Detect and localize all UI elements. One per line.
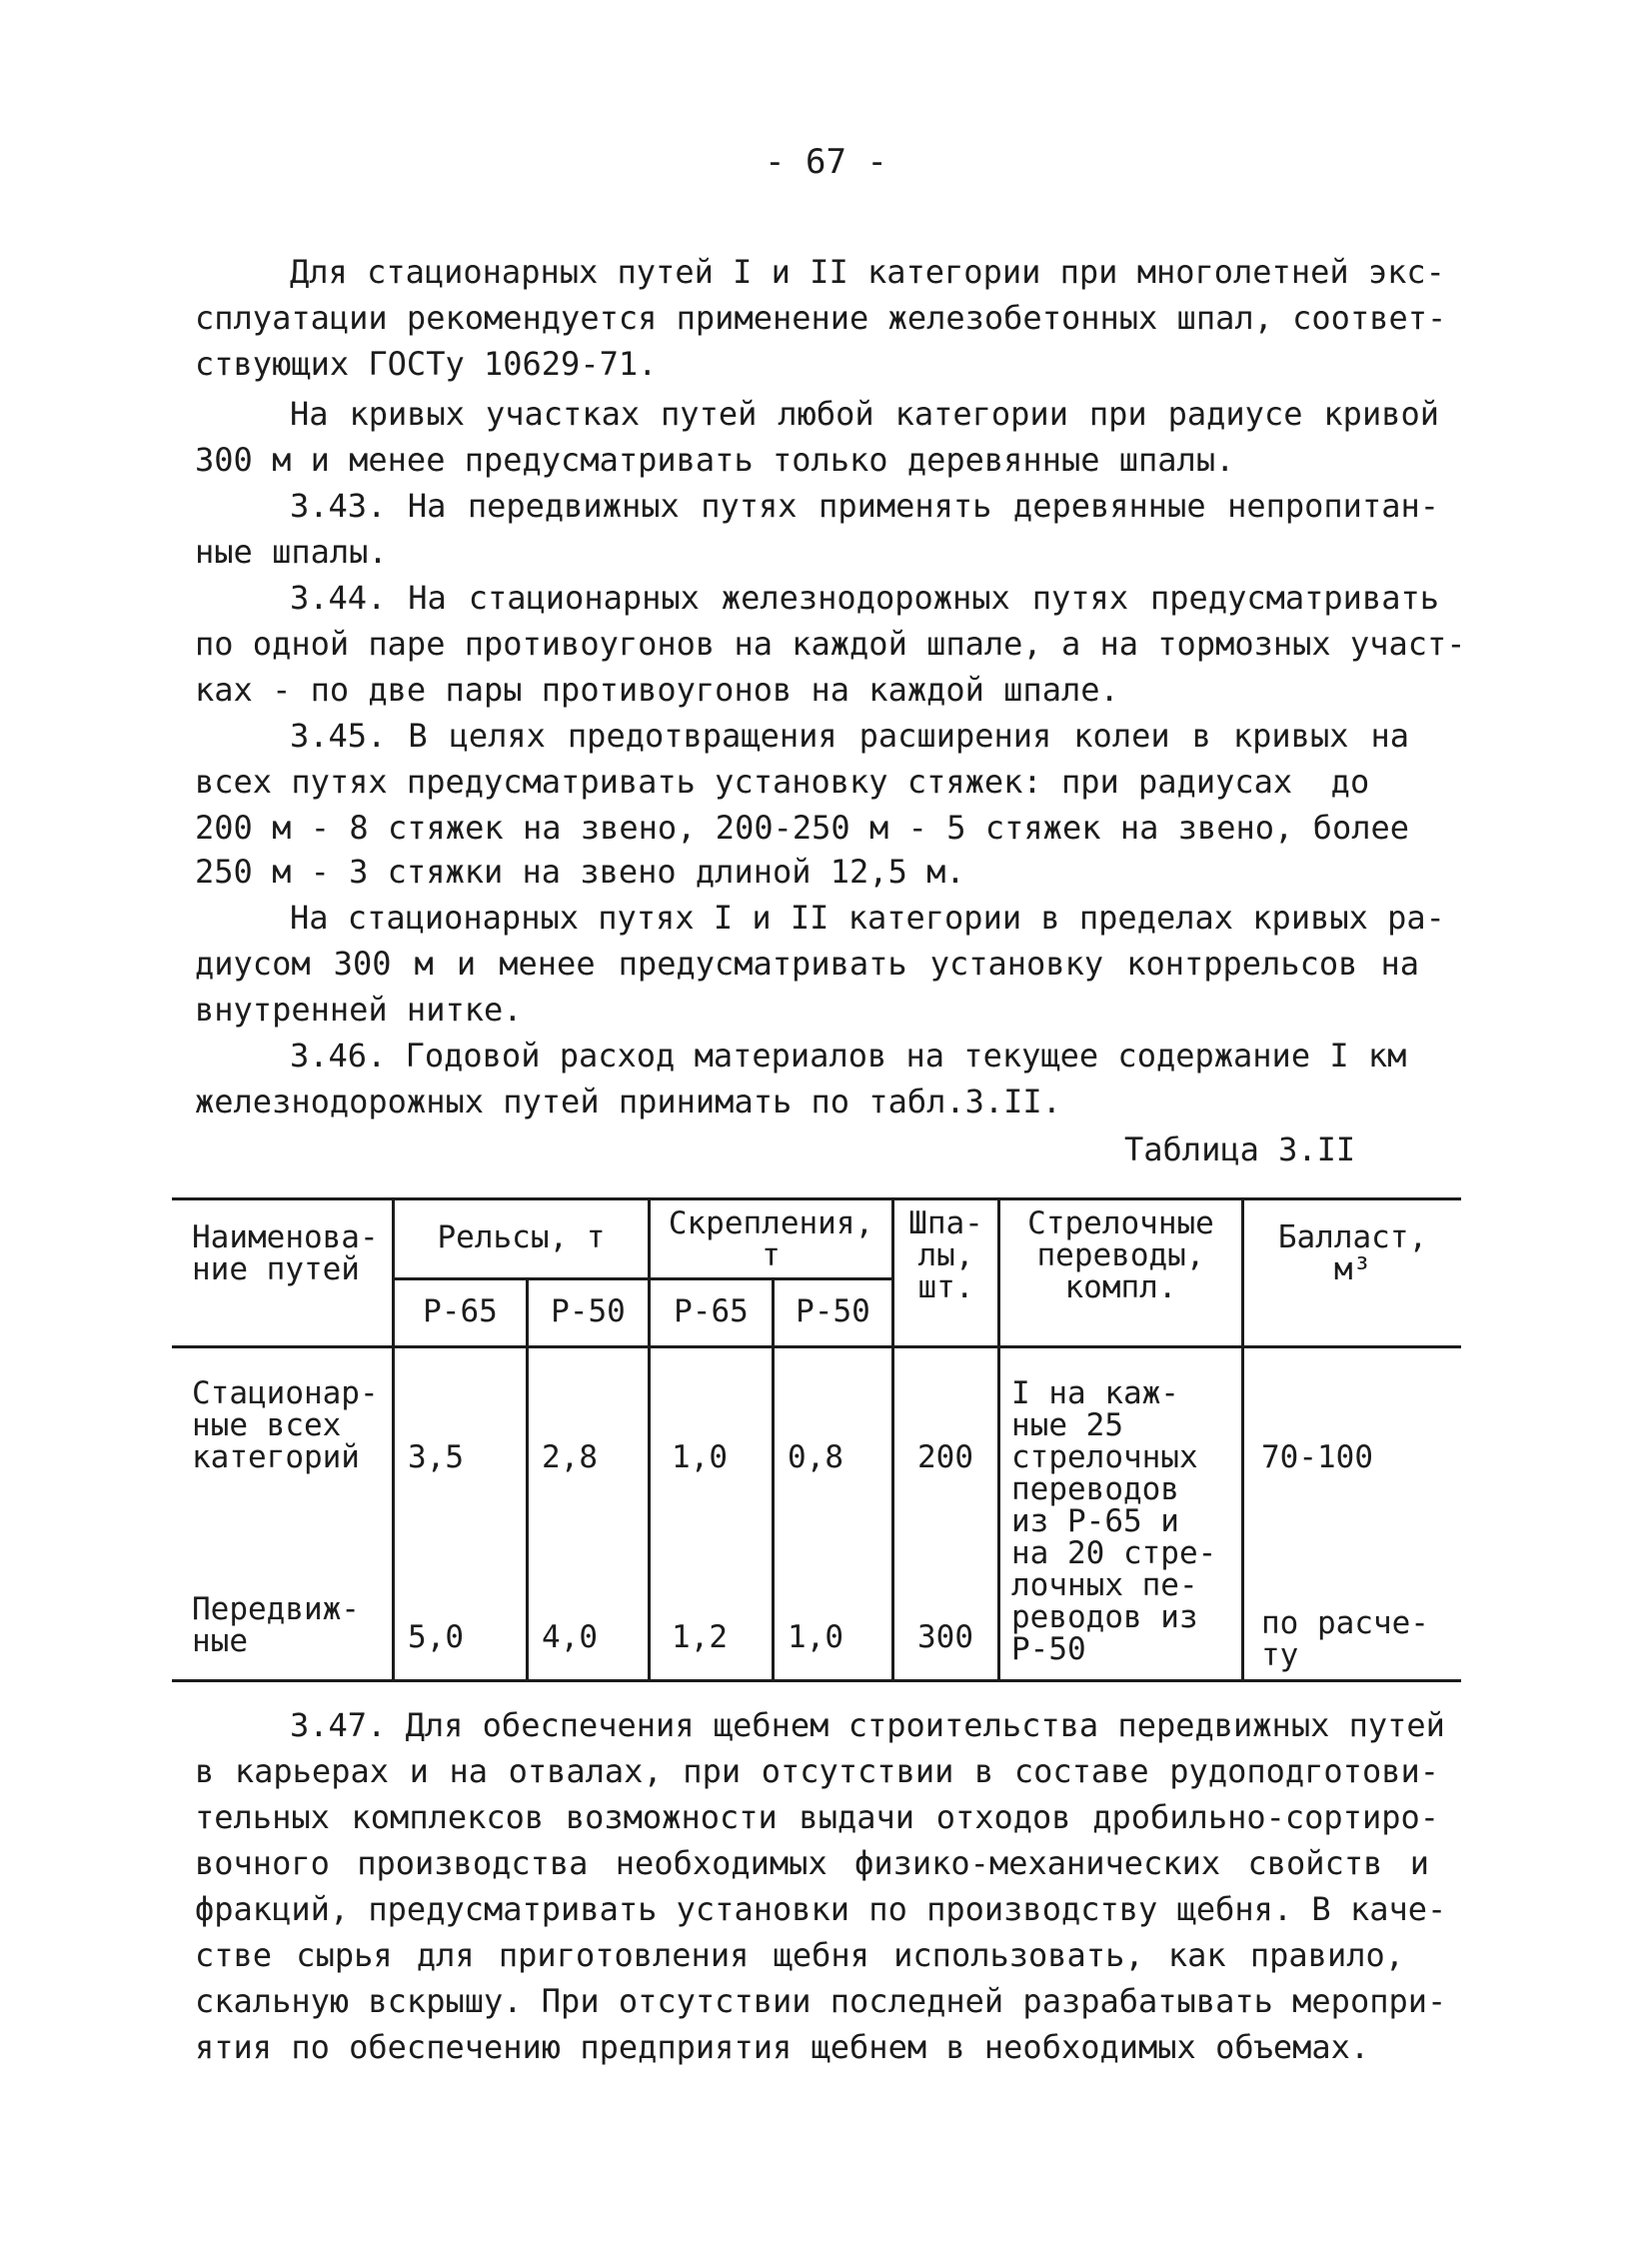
header-ballast: Балласт, м³: [1277, 1219, 1428, 1287]
text-line: по одной паре противоугонов на каждой шпале, а на тормозных участ-: [195, 625, 1466, 663]
text-line: На стационарных путях I и II категории в пределах кривых ра-: [290, 899, 1445, 937]
row2-value: по расче- ту: [1261, 1605, 1429, 1673]
row2-value: 300: [917, 1619, 973, 1655]
text-line: вочного производства необходимых физико-механических свойств и: [195, 1844, 1429, 1882]
text-line: 3.45. В целях предотвращения расширения колеи в кривых на: [290, 717, 1409, 755]
row1-name: Стационар- ные всех категорий: [192, 1375, 379, 1475]
text-line: ках - по две пары противоугонов на каждой шпале.: [195, 671, 1119, 709]
row1-value: 1,0: [672, 1439, 728, 1475]
switches-note: I на каж- ные 25 стрелочных переводов из Р-65 и на 20 стре- лочных пе- реводов из Р-50: [1011, 1375, 1217, 1667]
row1-value: 3,5: [408, 1439, 464, 1475]
page-number: - 67 -: [765, 142, 887, 182]
sub-header: Р-65: [423, 1293, 498, 1329]
text-line: Для стационарных путей I и II категории при многолетней экс-: [290, 253, 1445, 291]
row1-value: 2,8: [542, 1439, 598, 1475]
text-line: диусом 300 м и менее предусматривать установку контррельсов на: [195, 945, 1419, 983]
text-line: ствующих ГОСТу 10629-71.: [195, 345, 658, 383]
text-line: стве сырья для приготовления щебня использовать, как правило,: [195, 1936, 1404, 1974]
text-line: 250 м - 3 стяжки на звено длиной 12,5 м.: [195, 853, 965, 891]
row1-value: 200: [917, 1439, 973, 1475]
text-line: 3.44. На стационарных железнодорожных путях предусматривать: [290, 579, 1439, 617]
row2-value: 1,2: [672, 1619, 728, 1655]
text-line: ятия по обеспечению предприятия щебнем в необходимых объемах.: [195, 2028, 1370, 2066]
sub-header: Р-50: [551, 1293, 626, 1329]
text-line: внутренней нитке.: [195, 991, 523, 1029]
text-line: всех путях предусматривать установку стяжек: при радиусах до: [195, 763, 1370, 801]
header-rails: Рельсы, т: [437, 1219, 606, 1255]
text-line: фракций, предусматривать установки по производству щебня. В каче-: [195, 1890, 1447, 1928]
text-line: железнодорожных путей принимать по табл.3.II.: [195, 1083, 1061, 1121]
text-line: тельных комплексов возможности выдачи отходов дробильно-сортиро-: [195, 1798, 1439, 1836]
text-line: 3.43. На передвижных путях применять деревянные непропитан-: [290, 487, 1439, 525]
sub-header: Р-50: [796, 1293, 870, 1329]
row1-value: 0,8: [788, 1439, 843, 1475]
text-line: 3.46. Годовой расход материалов на текущее содержание I км: [290, 1037, 1407, 1075]
header-fastenings: Скрепления, т: [668, 1205, 874, 1273]
header-switches: Стрелочные переводы, компл.: [1027, 1205, 1214, 1305]
header-sleepers: Шпа- лы, шт.: [908, 1205, 983, 1305]
row1-value: 70-100: [1261, 1439, 1373, 1475]
text-line: ные шпалы.: [195, 533, 388, 571]
text-line: в карьерах и на отвалах, при отсутствии в составе рудоподготови-: [195, 1752, 1439, 1790]
text-line: скальную вскрышу. При отсутствии последней разрабатывать меропри-: [195, 1982, 1447, 2020]
row2-value: 4,0: [542, 1619, 598, 1655]
row2-name: Передвиж- ные: [192, 1591, 360, 1659]
header-name: Наименова- ние путей: [192, 1219, 379, 1287]
text-line: 3.47. Для обеспечения щебнем строительства передвижных путей: [290, 1706, 1445, 1744]
text-line: На кривых участках путей любой категории при радиусе кривой: [290, 395, 1439, 433]
text-line: сплуатации рекомендуется применение железобетонных шпал, соответ-: [195, 299, 1447, 337]
row2-value: 5,0: [408, 1619, 464, 1655]
sub-header: Р-65: [674, 1293, 749, 1329]
table-caption: Таблица 3.II: [1124, 1130, 1356, 1168]
row2-value: 1,0: [788, 1619, 843, 1655]
text-line: 300 м и менее предусматривать только деревянные шпалы.: [195, 441, 1235, 479]
text-line: 200 м - 8 стяжек на звено, 200-250 м - 5 стяжек на звено, более: [195, 809, 1409, 847]
